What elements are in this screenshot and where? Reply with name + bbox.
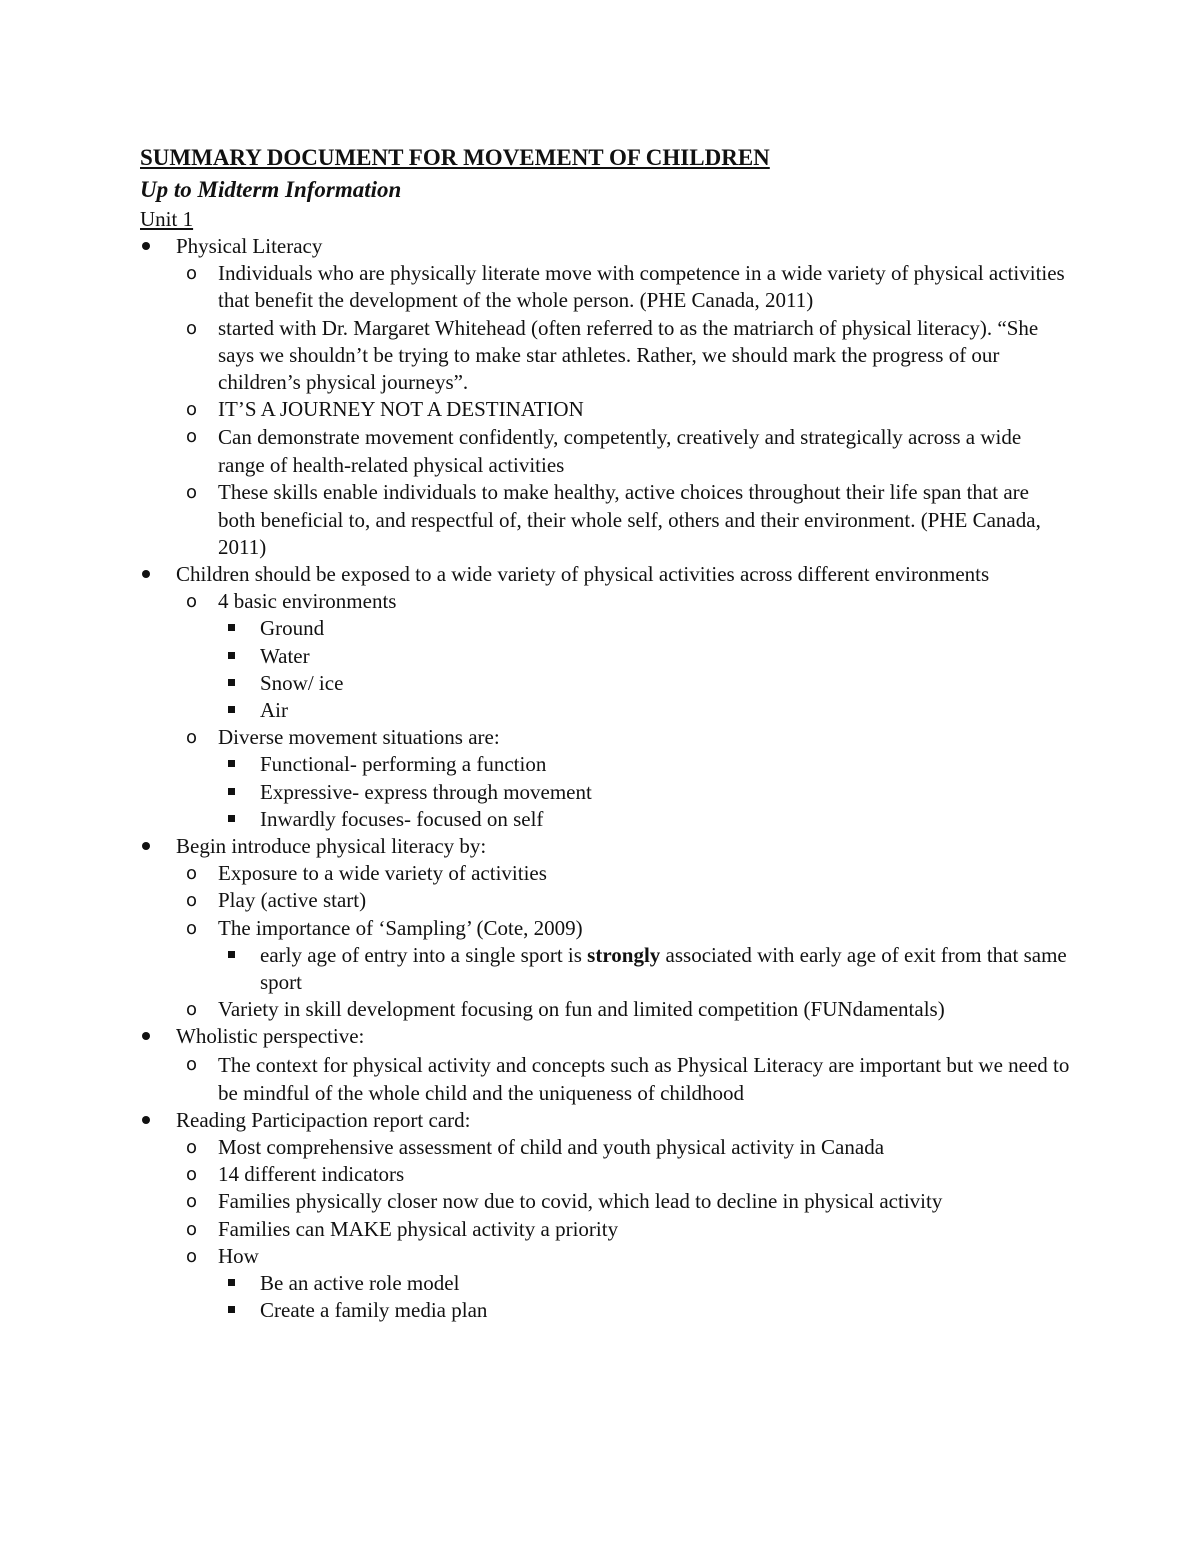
list-item-text: IT’S A JOURNEY NOT A DESTINATION xyxy=(218,397,584,422)
list-item xyxy=(176,1243,1070,1325)
list-item-text: Play (active start) xyxy=(218,888,367,913)
square-bullet-icon xyxy=(228,760,235,767)
list-item-text: Variety in skill development focusing on fun and limited competition (FUNdamentals) xyxy=(218,997,945,1022)
circle-bullet-icon: o xyxy=(186,263,198,285)
list-item xyxy=(176,423,1070,479)
circle-bullet-icon: o xyxy=(186,1245,198,1267)
list-item xyxy=(218,779,1070,806)
list-item xyxy=(176,915,1070,997)
circle-bullet-icon: o xyxy=(186,1164,198,1186)
list-item-text: The importance of ‘Sampling’ (Cote, 2009) xyxy=(218,915,583,940)
list-item xyxy=(176,724,1070,833)
circle-bullet-icon: o xyxy=(186,1191,198,1213)
square-bullet-icon xyxy=(228,706,235,713)
list-item xyxy=(176,1216,1070,1243)
list-item-text: Individuals who are physically literate move with competence in a wide variety of physical activities that benefit the development of the whole person. (PHE Canada, 2011) xyxy=(218,261,1065,313)
square-bullet-icon xyxy=(228,1279,235,1286)
circle-bullet-icon: o xyxy=(186,917,198,939)
list-item xyxy=(176,996,1070,1023)
square-bullet-icon xyxy=(228,679,235,686)
square-bullet-icon xyxy=(228,788,235,795)
sub-sub-list xyxy=(218,942,1070,996)
list-item xyxy=(140,233,1070,561)
circle-bullet-icon: o xyxy=(186,482,198,504)
list-item xyxy=(176,260,1070,314)
list-item-text: How xyxy=(218,1243,259,1268)
list-item xyxy=(176,315,1070,397)
list-item-text: Families physically closer now due to covid, which lead to decline in physical activity xyxy=(218,1189,943,1214)
list-item xyxy=(218,697,1070,724)
list-item-text: Can demonstrate movement confidently, competently, creatively and strategically across a wide range of health-related physical activities xyxy=(218,425,1022,478)
circle-bullet-icon: o xyxy=(186,1218,198,1240)
list-item xyxy=(176,1161,1070,1188)
list-item-text: Diverse movement situations are: xyxy=(218,725,500,750)
list-item xyxy=(140,1107,1070,1325)
list-item-text: Children should be exposed to a wide variety of physical activities across different environments xyxy=(176,562,990,587)
text-run: early age of entry into a single sport is xyxy=(260,942,588,967)
list-item xyxy=(176,1188,1070,1215)
list-item-text: Families can MAKE physical activity a priority xyxy=(218,1216,619,1241)
list-item-text: Functional- performing a function xyxy=(260,752,547,777)
list-item xyxy=(140,833,1070,1023)
list-item xyxy=(176,860,1070,887)
list-item-text: These skills enable individuals to make healthy, active choices throughout their life span that are both beneficial to, and respectful of, their whole self, others and their environment. (PHE Canada, 2011) xyxy=(218,480,1041,559)
square-bullet-icon xyxy=(228,1306,235,1313)
list-item xyxy=(218,643,1070,670)
list-item-text: Reading Participaction report card: xyxy=(176,1107,471,1132)
document-title: SUMMARY DOCUMENT FOR MOVEMENT OF CHILDREN xyxy=(140,145,770,170)
sub-list xyxy=(176,1134,1070,1324)
sub-list xyxy=(176,860,1070,1023)
sub-sub-list xyxy=(218,615,1070,724)
text-run: associated with early age of exit from that same sport xyxy=(260,942,1067,995)
circle-bullet-icon: o xyxy=(186,890,198,912)
bullet-icon xyxy=(142,570,150,578)
document-page xyxy=(140,142,1070,1324)
list-item-text: Most comprehensive assessment of child and youth physical activity in Canada xyxy=(218,1134,885,1159)
list-item xyxy=(140,1023,1070,1106)
list-item-text: started with Dr. Margaret Whitehead (often referred to as the matriarch of physical literacy). “She says we shouldn’t be trying to make star athletes. Rather, we should mark the progress of our children’s physical journeys”. xyxy=(218,315,1039,395)
bullet-icon xyxy=(142,242,150,250)
bullet-icon xyxy=(142,842,150,850)
list-item-text: Wholistic perspective: xyxy=(176,1024,365,1049)
list-item-text: Create a family media plan xyxy=(260,1298,488,1323)
document-subtitle: Up to Midterm Information xyxy=(140,177,402,202)
list-item-text: Physical Literacy xyxy=(176,234,323,258)
list-item-text: 4 basic environments xyxy=(218,589,397,614)
sub-sub-list xyxy=(218,1270,1070,1324)
sub-list xyxy=(176,1051,1070,1107)
list-item xyxy=(218,670,1070,697)
circle-bullet-icon: o xyxy=(186,999,198,1021)
list-item xyxy=(218,1270,1070,1297)
list-item xyxy=(218,615,1070,642)
circle-bullet-icon: o xyxy=(186,399,198,421)
list-item xyxy=(218,1297,1070,1324)
sub-list xyxy=(176,260,1070,561)
circle-bullet-icon: o xyxy=(186,1053,198,1075)
list-item-text: Ground xyxy=(260,616,325,641)
list-item-text: Water xyxy=(260,643,310,668)
list-item xyxy=(176,588,1070,724)
list-item xyxy=(176,479,1070,561)
sub-list xyxy=(176,588,1070,833)
circle-bullet-icon: o xyxy=(186,317,198,339)
circle-bullet-icon: o xyxy=(186,426,198,448)
outline-list xyxy=(140,233,1070,1324)
list-item xyxy=(218,751,1070,778)
list-item-text: 14 different indicators xyxy=(218,1162,405,1187)
list-item xyxy=(176,1051,1070,1107)
square-bullet-icon xyxy=(228,815,235,822)
sub-sub-list xyxy=(218,751,1070,833)
list-item xyxy=(140,561,1070,833)
circle-bullet-icon: o xyxy=(186,1136,198,1158)
circle-bullet-icon: o xyxy=(186,863,198,885)
list-item-text: Snow/ ice xyxy=(260,670,344,695)
list-item xyxy=(218,942,1070,996)
list-item xyxy=(176,396,1070,423)
list-item xyxy=(176,887,1070,914)
list-item-text: Inwardly focuses- focused on self xyxy=(260,806,544,831)
list-item-text: Exposure to a wide variety of activities xyxy=(218,861,547,886)
list-item-text: Air xyxy=(260,698,288,723)
square-bullet-icon xyxy=(228,624,235,631)
list-item-text xyxy=(260,942,1070,996)
list-item-text: Begin introduce physical literacy by: xyxy=(176,834,487,859)
bullet-icon xyxy=(142,1116,150,1124)
square-bullet-icon xyxy=(228,951,235,958)
bullet-icon xyxy=(142,1032,150,1040)
list-item-text: Expressive- express through movement xyxy=(260,779,592,804)
circle-bullet-icon: o xyxy=(186,591,198,613)
square-bullet-icon xyxy=(228,652,235,659)
emphasis-text: strongly xyxy=(587,942,661,967)
list-item-text: Be an active role model xyxy=(260,1270,460,1295)
unit-heading: Unit 1 xyxy=(140,207,194,231)
circle-bullet-icon: o xyxy=(186,727,198,749)
list-item xyxy=(176,1134,1070,1161)
list-item-text: The context for physical activity and concepts such as Physical Literacy are important but we need to be mindful of the whole child and the uniqueness of childhood xyxy=(218,1052,1070,1105)
list-item xyxy=(218,806,1070,833)
